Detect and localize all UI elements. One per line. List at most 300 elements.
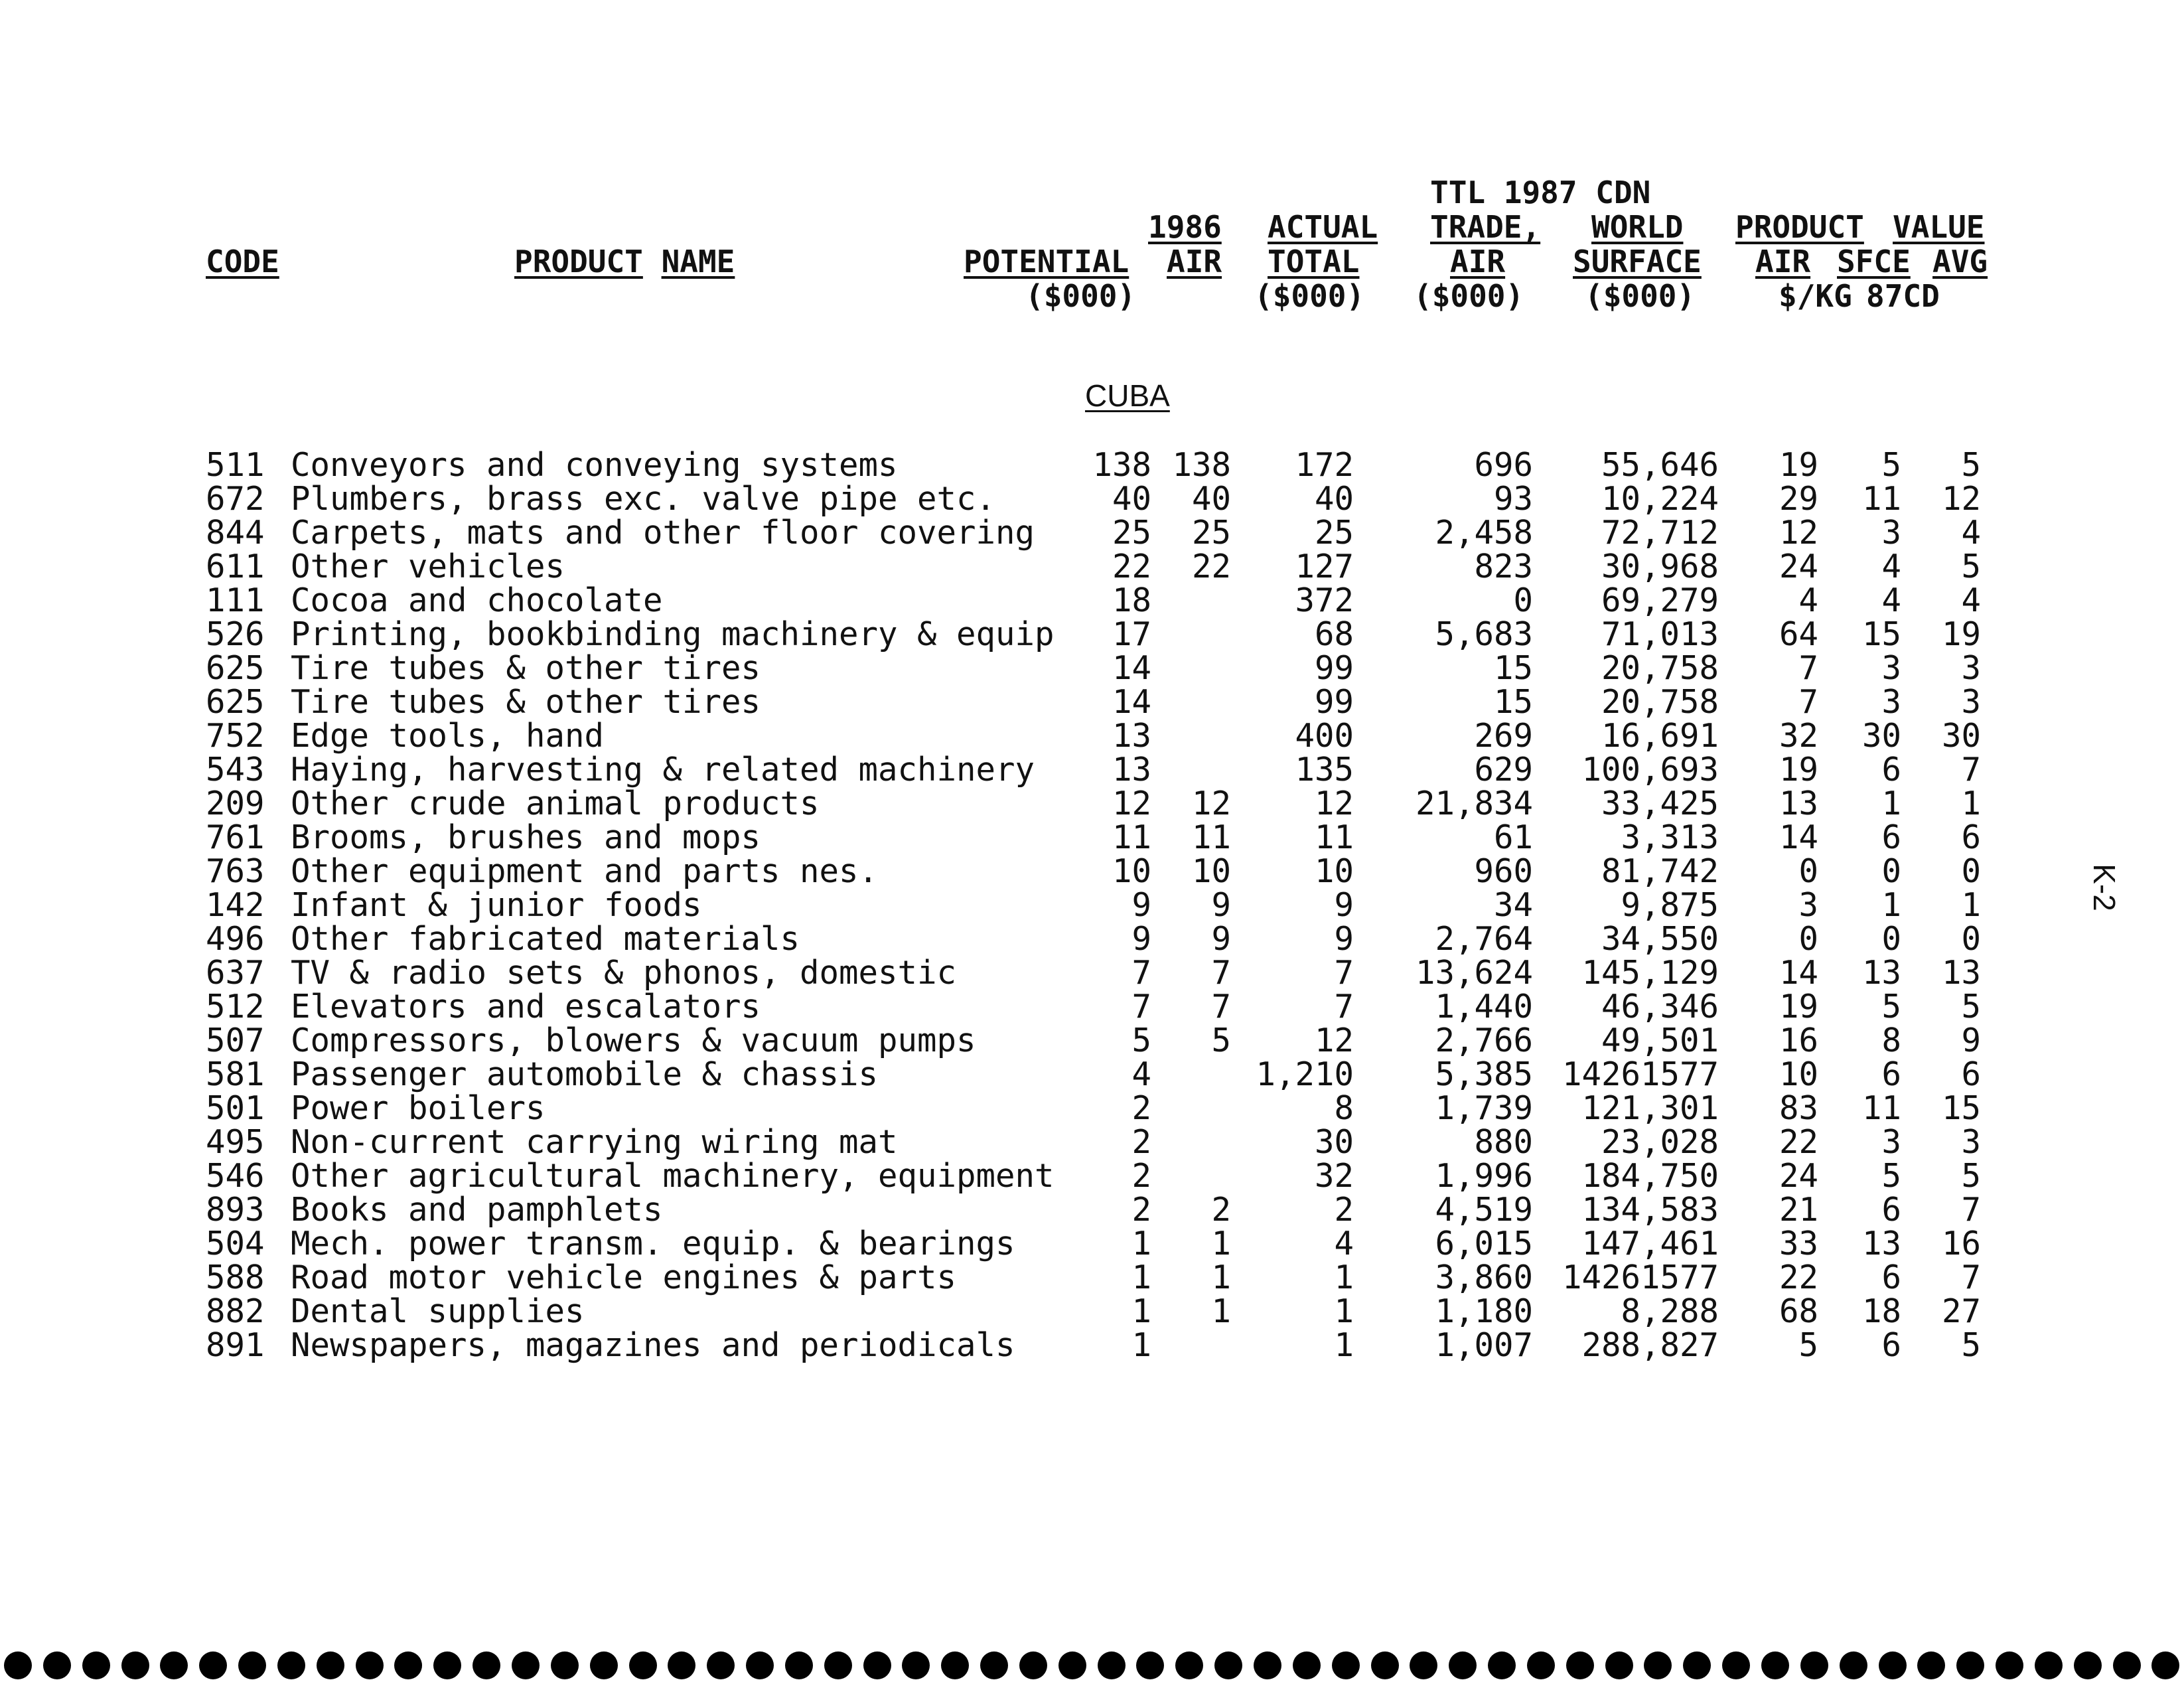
row-potential: 7: [1131, 988, 1151, 1026]
row-world-surface: 3,313: [1621, 818, 1719, 856]
row-air-1986: 9: [1211, 886, 1231, 924]
table-row: [0, 1091, 2184, 1125]
row-code: 526: [206, 615, 265, 653]
row-potential: 17: [1112, 615, 1151, 653]
row-trade-air: 2,764: [1435, 920, 1533, 958]
row-code: 611: [206, 548, 265, 585]
row-trade-air: 1,007: [1435, 1326, 1533, 1364]
punch-hole-dot: [1527, 1651, 1555, 1679]
row-code: 512: [206, 988, 265, 1026]
row-actual-total: 32: [1314, 1157, 1354, 1195]
row-actual-total: 9: [1334, 920, 1354, 958]
row-product-name: TV & radio sets & phonos, domestic: [291, 954, 957, 992]
row-actual-total: 12: [1314, 1022, 1354, 1059]
punch-hole-dot: [1840, 1651, 1867, 1679]
row-trade-air: 823: [1474, 548, 1533, 585]
row-trade-air: 5,683: [1435, 615, 1533, 653]
row-world-surface: 55,646: [1601, 446, 1719, 484]
header-surface: SURFACE: [1573, 244, 1702, 279]
row-value-avg: 9: [1961, 1022, 1981, 1059]
row-value-avg: 1: [1961, 886, 1981, 924]
row-code: 504: [206, 1225, 265, 1263]
header-ttl-1987-cdn: TTL 1987 CDN: [1430, 175, 1651, 210]
row-product-name: Mech. power transm. equip. & bearings: [291, 1225, 1015, 1263]
row-actual-total: 172: [1295, 446, 1354, 484]
punch-hole-dot: [551, 1651, 579, 1679]
punch-hole-dot: [1488, 1651, 1516, 1679]
row-sfce: 6: [1881, 1055, 1901, 1093]
punch-hole-dot: [1332, 1651, 1360, 1679]
row-code: 844: [206, 514, 265, 552]
row-code: 507: [206, 1022, 265, 1059]
row-sfce: 3: [1881, 514, 1901, 552]
row-product-name: Tire tubes & other tires: [291, 649, 761, 687]
header-potential: POTENTIAL: [964, 244, 1129, 279]
punch-hole-dot: [121, 1651, 149, 1679]
table-row: [0, 583, 2184, 617]
row-code: 752: [206, 717, 265, 755]
row-world-surface: 20,758: [1601, 683, 1719, 721]
row-trade-air: 1,180: [1435, 1292, 1533, 1330]
row-product-name: Printing, bookbinding machinery & equip: [291, 615, 1055, 653]
row-trade-air: 6,015: [1435, 1225, 1533, 1263]
punch-hole-dot: [2074, 1651, 2102, 1679]
row-trade-air: 93: [1493, 480, 1533, 518]
row-product-air-kg: 13: [1779, 785, 1818, 822]
row-code: 511: [206, 446, 265, 484]
header-product-word: PRODUCT: [514, 244, 643, 279]
row-trade-air: 34: [1493, 886, 1533, 924]
row-actual-total: 127: [1295, 548, 1354, 585]
table-row: [0, 1057, 2184, 1091]
row-air-1986: 2: [1211, 1191, 1231, 1229]
row-world-surface: 145,129: [1581, 954, 1719, 992]
row-code: 546: [206, 1157, 265, 1195]
punch-hole-dot: [82, 1651, 110, 1679]
row-product-name: Haying, harvesting & related machinery: [291, 751, 1035, 789]
row-code: 496: [206, 920, 265, 958]
row-value-avg: 7: [1961, 1191, 1981, 1229]
row-product-air-kg: 19: [1779, 751, 1818, 789]
row-product-air-kg: 83: [1779, 1089, 1818, 1127]
header-world-unit: ($000): [1585, 278, 1696, 314]
row-value-avg: 5: [1961, 446, 1981, 484]
punch-hole-dot: [746, 1651, 774, 1679]
table-row: [0, 1328, 2184, 1362]
table-row: [0, 651, 2184, 685]
row-potential: 9: [1131, 920, 1151, 958]
row-world-surface: 33,425: [1601, 785, 1719, 822]
punch-hole-dot: [1098, 1651, 1126, 1679]
row-product-name: Books and pamphlets: [291, 1191, 663, 1229]
row-sfce: 3: [1881, 649, 1901, 687]
row-actual-total: 2: [1334, 1191, 1354, 1229]
row-sfce: 0: [1881, 852, 1901, 890]
punch-hole-dot: [980, 1651, 1008, 1679]
punch-hole-dot: [824, 1651, 852, 1679]
row-potential: 2: [1131, 1157, 1151, 1195]
punch-hole-dot: [1761, 1651, 1789, 1679]
punch-hole-dot: [1800, 1651, 1828, 1679]
table-row: [0, 888, 2184, 922]
row-trade-air: 1,739: [1435, 1089, 1533, 1127]
row-world-surface: 134,583: [1581, 1191, 1719, 1229]
row-value-avg: 5: [1961, 1157, 1981, 1195]
table-row: [0, 820, 2184, 854]
row-potential: 2: [1131, 1123, 1151, 1161]
punch-hole-dot: [1254, 1651, 1281, 1679]
row-code: 543: [206, 751, 265, 789]
row-product-name: Carpets, mats and other floor covering: [291, 514, 1035, 552]
row-sfce: 5: [1881, 446, 1901, 484]
row-potential: 9: [1131, 886, 1151, 924]
row-code: 111: [206, 581, 265, 619]
row-actual-total: 40: [1314, 480, 1354, 518]
row-product-air-kg: 24: [1779, 548, 1818, 585]
table-row: [0, 1261, 2184, 1294]
row-air-1986: 40: [1191, 480, 1231, 518]
row-world-surface: 81,742: [1601, 852, 1719, 890]
row-air-1986: 22: [1191, 548, 1231, 585]
row-product-air-kg: 68: [1779, 1292, 1818, 1330]
row-value-avg: 4: [1961, 581, 1981, 619]
punch-hole-dot: [1371, 1651, 1399, 1679]
header-87cd: 87CD: [1866, 278, 1940, 314]
row-product-air-kg: 0: [1798, 920, 1818, 958]
row-product-name: Conveyors and conveying systems: [291, 446, 898, 484]
table-row: [0, 1159, 2184, 1193]
row-world-surface: 14261577: [1562, 1259, 1719, 1296]
row-code: 142: [206, 886, 265, 924]
row-value-avg: 5: [1961, 548, 1981, 585]
row-product-air-kg: 4: [1798, 581, 1818, 619]
header-per-kg: $/KG: [1779, 278, 1852, 314]
table-row: [0, 1294, 2184, 1328]
row-air-1986: 9: [1211, 920, 1231, 958]
row-trade-air: 4,519: [1435, 1191, 1533, 1229]
row-value-avg: 3: [1961, 1123, 1981, 1161]
punch-hole-dot: [1058, 1651, 1086, 1679]
row-product-air-kg: 24: [1779, 1157, 1818, 1195]
row-air-1986: 12: [1191, 785, 1231, 822]
row-actual-total: 1: [1334, 1292, 1354, 1330]
row-actual-total: 7: [1334, 954, 1354, 992]
row-world-surface: 10,224: [1601, 480, 1719, 518]
row-product-name: Other equipment and parts nes.: [291, 852, 879, 890]
row-product-name: Power boilers: [291, 1089, 546, 1127]
row-sfce: 6: [1881, 1326, 1901, 1364]
table-row: [0, 617, 2184, 651]
row-sfce: 6: [1881, 818, 1901, 856]
punch-hole-dot: [356, 1651, 384, 1679]
header-name-word: NAME: [661, 244, 735, 279]
punch-hole-dot: [2035, 1651, 2063, 1679]
row-product-name: Elevators and escalators: [291, 988, 761, 1026]
row-actual-total: 12: [1314, 785, 1354, 822]
table-row: [0, 1125, 2184, 1159]
header-trade-air: AIR: [1450, 244, 1506, 279]
row-world-surface: 72,712: [1601, 514, 1719, 552]
punch-hole-dot: [1175, 1651, 1203, 1679]
header-trade-unit: ($000): [1414, 278, 1524, 314]
page-number: K-2: [2086, 864, 2122, 911]
row-product-name: Passenger automobile & chassis: [291, 1055, 879, 1093]
row-trade-air: 3,860: [1435, 1259, 1533, 1296]
row-product-air-kg: 22: [1779, 1259, 1818, 1296]
row-value-avg: 15: [1941, 1089, 1981, 1127]
row-product-name: Road motor vehicle engines & parts: [291, 1259, 957, 1296]
row-product-air-kg: 29: [1779, 480, 1818, 518]
punch-hole-dot: [1566, 1651, 1594, 1679]
row-world-surface: 8,288: [1621, 1292, 1719, 1330]
row-product-air-kg: 14: [1779, 954, 1818, 992]
row-code: 893: [206, 1191, 265, 1229]
row-actual-total: 1: [1334, 1259, 1354, 1296]
row-world-surface: 34,550: [1601, 920, 1719, 958]
row-product-name: Non-current carrying wiring mat: [291, 1123, 898, 1161]
row-sfce: 5: [1881, 988, 1901, 1026]
row-code: 672: [206, 480, 265, 518]
table-row: [0, 1024, 2184, 1057]
row-value-avg: 30: [1941, 717, 1981, 755]
row-world-surface: 16,691: [1601, 717, 1719, 755]
header-1986: 1986: [1148, 209, 1222, 245]
row-product-air-kg: 16: [1779, 1022, 1818, 1059]
row-world-surface: 30,968: [1601, 548, 1719, 585]
row-value-avg: 7: [1961, 1259, 1981, 1296]
row-value-avg: 4: [1961, 514, 1981, 552]
table-row: [0, 922, 2184, 956]
row-potential: 1: [1131, 1292, 1151, 1330]
row-value-avg: 6: [1961, 818, 1981, 856]
punch-hole-dot: [473, 1651, 500, 1679]
punch-hole-dot: [1917, 1651, 1945, 1679]
row-trade-air: 15: [1493, 683, 1533, 721]
row-product-name: Brooms, brushes and mops: [291, 818, 761, 856]
row-value-avg: 0: [1961, 852, 1981, 890]
row-code: 588: [206, 1259, 265, 1296]
row-actual-total: 4: [1334, 1225, 1354, 1263]
row-air-1986: 7: [1211, 954, 1231, 992]
row-world-surface: 71,013: [1601, 615, 1719, 653]
row-product-name: Tire tubes & other tires: [291, 683, 761, 721]
row-value-avg: 6: [1961, 1055, 1981, 1093]
row-potential: 4: [1131, 1055, 1151, 1093]
row-trade-air: 0: [1513, 581, 1533, 619]
header-product: PRODUCT: [1735, 209, 1864, 245]
row-world-surface: 69,279: [1601, 581, 1719, 619]
row-product-air-kg: 7: [1798, 683, 1818, 721]
row-product-name: Plumbers, brass exc. valve pipe etc.: [291, 480, 996, 518]
row-air-1986: 1: [1211, 1225, 1231, 1263]
table-row: [0, 854, 2184, 888]
row-sfce: 0: [1881, 920, 1901, 958]
row-value-avg: 19: [1941, 615, 1981, 653]
row-code: 501: [206, 1089, 265, 1127]
row-value-avg: 3: [1961, 683, 1981, 721]
punch-hole-dot: [1722, 1651, 1750, 1679]
row-world-surface: 147,461: [1581, 1225, 1719, 1263]
row-air-1986: 11: [1191, 818, 1231, 856]
row-value-avg: 16: [1941, 1225, 1981, 1263]
punch-hole-dot: [1293, 1651, 1321, 1679]
table-row: [0, 990, 2184, 1024]
row-sfce: 11: [1861, 480, 1901, 518]
row-product-air-kg: 33: [1779, 1225, 1818, 1263]
row-code: 495: [206, 1123, 265, 1161]
section-title: CUBA: [1085, 378, 1170, 413]
row-code: 891: [206, 1326, 265, 1364]
row-potential: 11: [1112, 818, 1151, 856]
row-code: 581: [206, 1055, 265, 1093]
row-potential: 40: [1112, 480, 1151, 518]
data-table: [0, 448, 2184, 1362]
row-value-avg: 27: [1941, 1292, 1981, 1330]
row-world-surface: 184,750: [1581, 1157, 1719, 1195]
row-air-1986: 1: [1211, 1259, 1231, 1296]
punch-hole-dot: [629, 1651, 657, 1679]
row-product-name: Infant & junior foods: [291, 886, 702, 924]
row-world-surface: 9,875: [1621, 886, 1719, 924]
row-product-name: Edge tools, hand: [291, 717, 605, 755]
row-trade-air: 960: [1474, 852, 1533, 890]
row-air-1986: 7: [1211, 988, 1231, 1026]
header-actual-unit: ($000): [1254, 278, 1365, 314]
punch-hole-dot: [160, 1651, 188, 1679]
row-product-air-kg: 19: [1779, 446, 1818, 484]
header-1986-air: AIR: [1167, 244, 1222, 279]
row-code: 209: [206, 785, 265, 822]
row-trade-air: 1,996: [1435, 1157, 1533, 1195]
row-world-surface: 46,346: [1601, 988, 1719, 1026]
row-air-1986: 10: [1191, 852, 1231, 890]
row-product-name: Cocoa and chocolate: [291, 581, 663, 619]
row-product-air-kg: 64: [1779, 615, 1818, 653]
row-trade-air: 629: [1474, 751, 1533, 789]
row-actual-total: 9: [1334, 886, 1354, 924]
row-potential: 2: [1131, 1089, 1151, 1127]
punch-hole-dot: [433, 1651, 461, 1679]
punch-hole-dot: [1644, 1651, 1672, 1679]
punch-hole-dot: [1996, 1651, 2023, 1679]
row-sfce: 6: [1881, 751, 1901, 789]
punch-hole-dot: [277, 1651, 305, 1679]
row-air-1986: 138: [1172, 446, 1231, 484]
punch-hole-dot: [1214, 1651, 1242, 1679]
header-world: WORLD: [1591, 209, 1684, 245]
row-world-surface: 288,827: [1581, 1326, 1719, 1364]
punch-hole-dot: [1019, 1651, 1047, 1679]
row-world-surface: 121,301: [1581, 1089, 1719, 1127]
table-row: [0, 685, 2184, 719]
row-value-avg: 13: [1941, 954, 1981, 992]
row-code: 625: [206, 683, 265, 721]
header-sfce: SFCE: [1837, 244, 1911, 279]
punch-hole-dot: [238, 1651, 266, 1679]
row-potential: 14: [1112, 683, 1151, 721]
table-row: [0, 956, 2184, 990]
row-product-air-kg: 5: [1798, 1326, 1818, 1364]
row-trade-air: 15: [1493, 649, 1533, 687]
punch-hole-dot: [4, 1651, 32, 1679]
row-code: 761: [206, 818, 265, 856]
header-value: VALUE: [1893, 209, 1985, 245]
header-actual: ACTUAL: [1268, 209, 1378, 245]
row-product-air-kg: 7: [1798, 649, 1818, 687]
row-sfce: 6: [1881, 1191, 1901, 1229]
row-product-name: Other vehicles: [291, 548, 565, 585]
row-value-avg: 12: [1941, 480, 1981, 518]
row-product-air-kg: 21: [1779, 1191, 1818, 1229]
row-potential: 1: [1131, 1225, 1151, 1263]
punch-hole-dot: [199, 1651, 227, 1679]
table-row: [0, 482, 2184, 516]
row-trade-air: 696: [1474, 446, 1533, 484]
punch-hole-dot: [43, 1651, 71, 1679]
punch-hole-dot: [941, 1651, 969, 1679]
row-product-air-kg: 19: [1779, 988, 1818, 1026]
row-product-name: Other agricultural machinery, equipment: [291, 1157, 1055, 1195]
row-actual-total: 30: [1314, 1123, 1354, 1161]
punch-hole-dot: [707, 1651, 735, 1679]
punch-hole-dot: [1879, 1651, 1907, 1679]
punch-hole-dot: [2151, 1651, 2179, 1679]
row-potential: 5: [1131, 1022, 1151, 1059]
row-potential: 22: [1112, 548, 1151, 585]
row-sfce: 13: [1861, 1225, 1901, 1263]
row-actual-total: 68: [1314, 615, 1354, 653]
row-trade-air: 1,440: [1435, 988, 1533, 1026]
row-actual-total: 400: [1295, 717, 1354, 755]
header-avg: AVG: [1932, 244, 1988, 279]
row-actual-total: 8: [1334, 1089, 1354, 1127]
row-air-1986: 25: [1191, 514, 1231, 552]
row-product-air-kg: 14: [1779, 818, 1818, 856]
punch-hole-dot: [1605, 1651, 1633, 1679]
row-sfce: 4: [1881, 548, 1901, 585]
header-product-name: [514, 244, 735, 279]
header-product-air: AIR: [1755, 244, 1811, 279]
row-world-surface: 23,028: [1601, 1123, 1719, 1161]
row-code: 637: [206, 954, 265, 992]
table-row: [0, 753, 2184, 787]
row-sfce: 5: [1881, 1157, 1901, 1195]
punch-hole-dot: [668, 1651, 695, 1679]
row-product-name: Newspapers, magazines and periodicals: [291, 1326, 1015, 1364]
row-product-air-kg: 12: [1779, 514, 1818, 552]
row-sfce: 15: [1861, 615, 1901, 653]
row-potential: 2: [1131, 1191, 1151, 1229]
row-potential: 1: [1131, 1259, 1151, 1296]
table-row: [0, 516, 2184, 550]
row-value-avg: 5: [1961, 1326, 1981, 1364]
punch-hole-strip: [0, 1651, 2184, 1683]
row-sfce: 3: [1881, 683, 1901, 721]
row-trade-air: 5,385: [1435, 1055, 1533, 1093]
row-sfce: 11: [1861, 1089, 1901, 1127]
punch-hole-dot: [902, 1651, 930, 1679]
row-actual-total: 99: [1314, 683, 1354, 721]
row-actual-total: 1: [1334, 1326, 1354, 1364]
punch-hole-dot: [785, 1651, 813, 1679]
row-trade-air: 61: [1493, 818, 1533, 856]
row-product-air-kg: 3: [1798, 886, 1818, 924]
row-air-1986: 5: [1211, 1022, 1231, 1059]
row-product-air-kg: 32: [1779, 717, 1818, 755]
row-actual-total: 135: [1295, 751, 1354, 789]
table-row: [0, 719, 2184, 753]
punch-hole-dot: [1683, 1651, 1711, 1679]
